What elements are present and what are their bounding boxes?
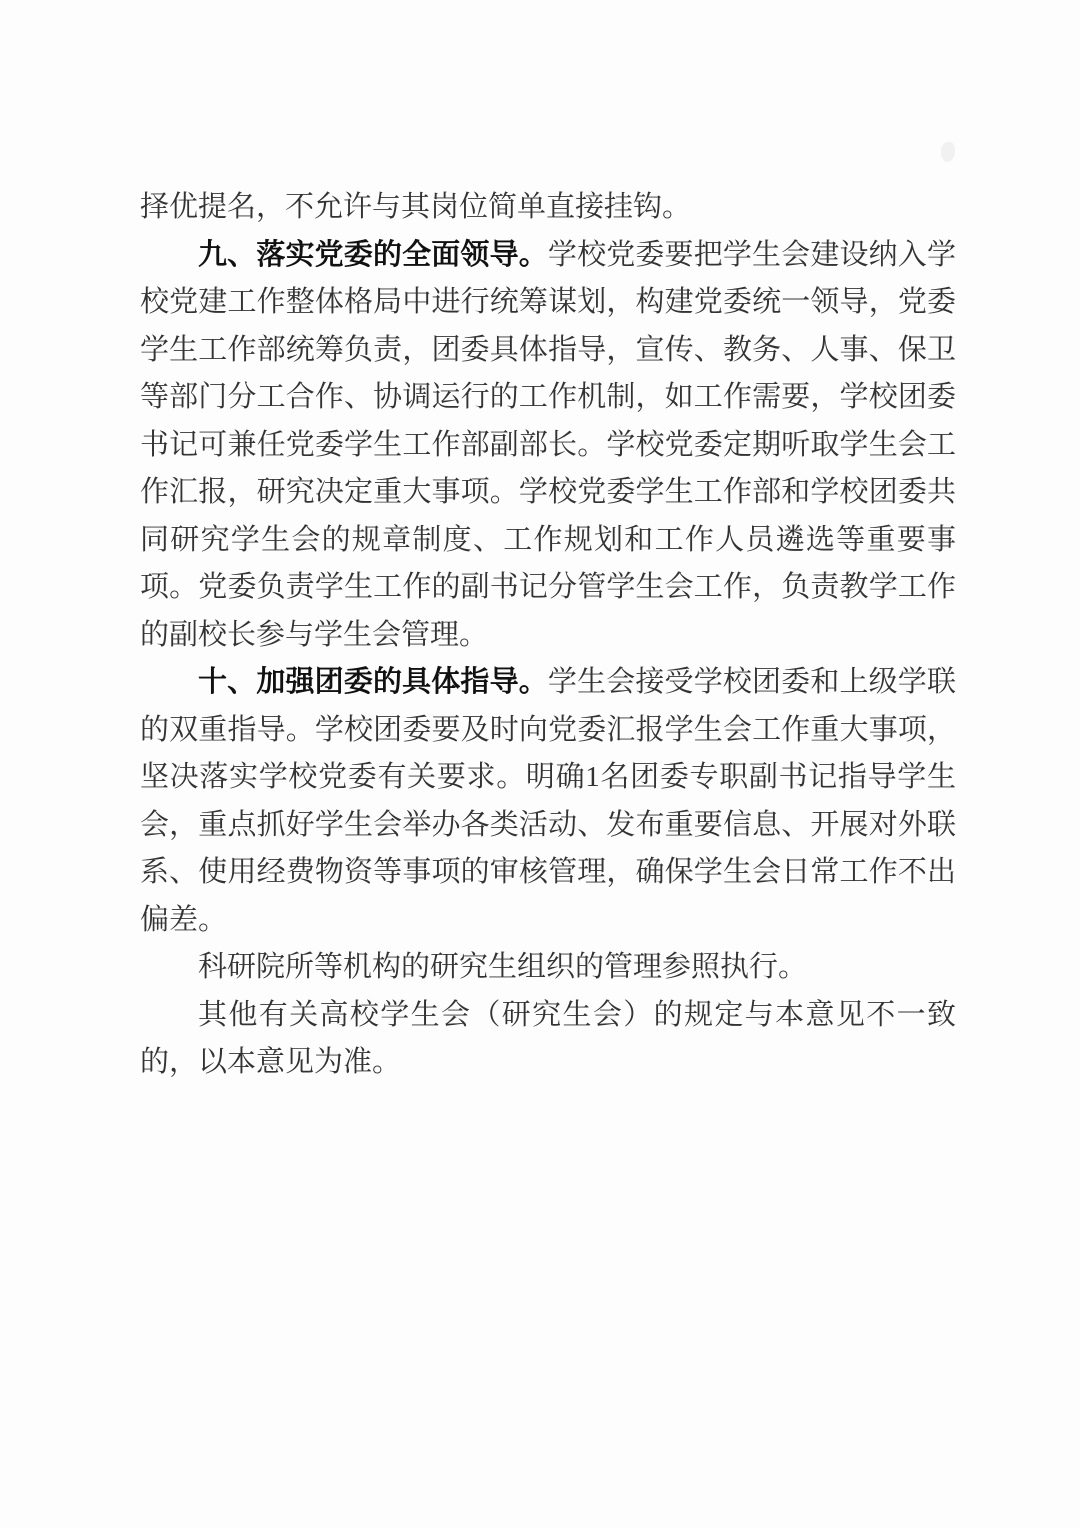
scan-artifact — [941, 142, 955, 162]
text-line: 项。党委负责学生工作的副书记分管学生会工作，负责教学工作 — [140, 571, 956, 603]
text-segment: 学生会接受学校团委和上级学联 — [547, 666, 956, 698]
text-line: 的副校长参与学生会管理。 — [140, 618, 489, 651]
text-segment: 学校党委要把学生会建设纳入学 — [547, 238, 956, 271]
text-line: 的，以本意见为准。 — [140, 1046, 402, 1078]
text-line: 科研院所等机构的研究生组织的管理参照执行。 — [198, 951, 808, 983]
document-body — [140, 184, 956, 1087]
text-line: 等部门分工合作、协调运行的工作机制，如工作需要，学校团委 — [140, 381, 956, 413]
text-line: 偏差。 — [140, 903, 228, 936]
text-line — [140, 659, 956, 707]
text-line: 学生工作部统筹负责，团委具体指导，宣传、教务、人事、保卫 — [140, 333, 956, 366]
text-line: 会，重点抓好学生会举办各类活动、发布重要信息、开展对外联 — [140, 808, 956, 841]
section-heading-ten: 十、加强团委的具体指导。 — [198, 666, 548, 698]
text-line: 其他有关高校学生会（研究生会）的规定与本意见不一致 — [198, 998, 956, 1031]
text-line: 的双重指导。学校团委要及时向党委汇报学生会工作重大事项， — [140, 713, 956, 746]
text-line: 作汇报，研究决定重大事项。学校党委学生工作部和学校团委共 — [140, 476, 956, 508]
text-line: 坚决落实学校党委有关要求。明确1名团委专职副书记指导学生 — [140, 761, 956, 793]
text-line: 校党建工作整体格局中进行统筹谋划，构建党委统一领导，党委 — [140, 286, 956, 318]
text-line: 书记可兼任党委学生工作部副部长。学校党委定期听取学生会工 — [140, 428, 956, 461]
section-heading-nine: 九、落实党委的全面领导。 — [198, 238, 548, 271]
text-line: 同研究学生会的规章制度、工作规划和工作人员遴选等重要事 — [140, 523, 956, 556]
text-line: 系、使用经费物资等事项的审核管理，确保学生会日常工作不出 — [140, 856, 956, 888]
text-line — [140, 232, 956, 280]
text-line: 择优提名，不允许与其岗位简单直接挂钩。 — [140, 191, 692, 223]
